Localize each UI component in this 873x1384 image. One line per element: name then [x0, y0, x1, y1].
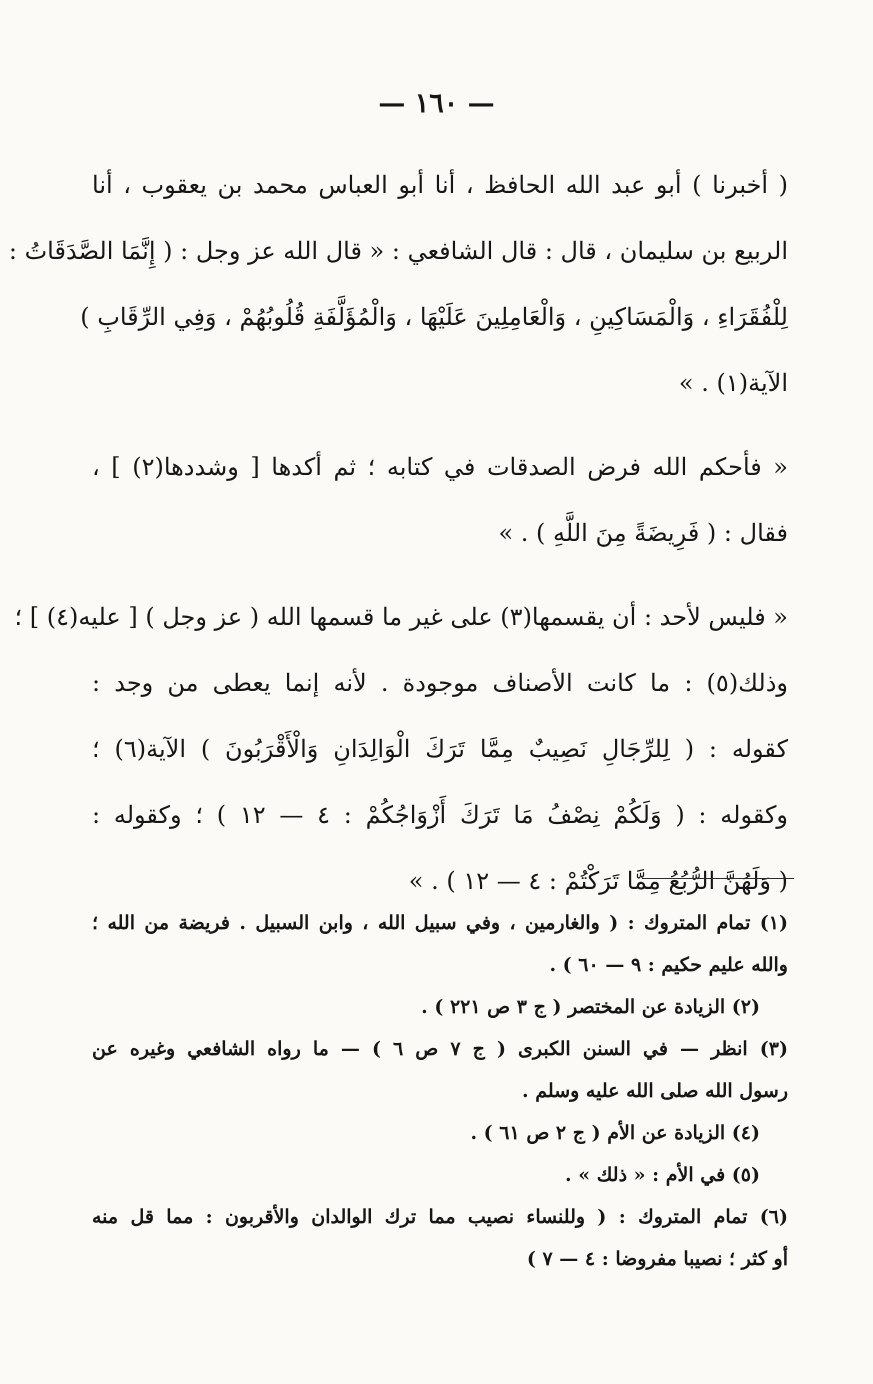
text-line: لِلْفُقَرَاءِ ، وَالْمَسَاكِينِ ، وَالْعَامِلِينَ عَلَيْهَا ، وَالْمُؤَلَّفَةِ قُلُوبُهُمْ ، وَفِي الرِّقَابِ ) [80, 303, 788, 331]
footnote-4 [92, 1112, 788, 1154]
paragraph-1 [8, 152, 788, 416]
text-line: وذلك(٥) : ما كانت الأصناف موجودة . لأنه إنما يعطى من وجد : [92, 669, 788, 697]
text-line: وكقوله : ( وَلَكُمْ نِصْفُ مَا تَرَكَ أَزْوَاجُكُمْ : ٤ — ١٢ ) ؛ وكقوله : [92, 801, 789, 829]
footnote-line: (٤) الزيادة عن الأم ( ج ٢ ص ٦١ ) . [470, 1122, 760, 1144]
paragraph-3 [14, 584, 789, 914]
text-line: الربيع بن سليمان ، قال : قال الشافعي : « قال الله عز وجل : ( إِنَّمَا الصَّدَقَاتُ : [8, 237, 788, 265]
main-text [8, 152, 789, 914]
footnote-line: رسول الله صلى الله عليه وسلم . [522, 1080, 788, 1102]
footnote-line: (٦) تمام المتروك : ( وللنساء نصيب مما ترك الوالدان والأقربون : مما قل منه [92, 1206, 788, 1228]
paragraph-gap [92, 416, 788, 434]
footnote-divider [642, 878, 794, 879]
footnote-2 [92, 986, 788, 1028]
footnote-line: (٢) الزيادة عن المختصر ( ج ٣ ص ٢٢١ ) . [421, 996, 760, 1018]
paragraph-gap [92, 566, 788, 584]
footnote-1 [92, 902, 788, 986]
page-number: — ١٦٠ — [378, 88, 495, 119]
footnote-line: (٥) في الأم : « ذلك » . [565, 1164, 760, 1186]
footnotes [92, 902, 788, 1280]
footnote-6 [92, 1196, 788, 1280]
text-line: ( أخبرنا ) أبو عبد الله الحافظ ، أنا أبو العباس محمد بن يعقوب ، أنا [92, 171, 788, 199]
text-line: الآية(١) . » [678, 369, 788, 397]
footnote-3 [92, 1028, 788, 1112]
footnote-line: (٣) انظر — في السنن الكبرى ( ج ٧ ص ٦ ) — ما رواه الشافعي وغيره عن [92, 1038, 788, 1060]
footnote-line: أو كثر ؛ نصيبا مفروضا : ٤ — ٧ ) [526, 1248, 788, 1270]
text-line: « فليس لأحد : أن يقسمها(٣) على غير ما قسمها الله ( عز وجل ) [ عليه(٤) ] ؛ [14, 603, 788, 631]
footnote-line: (١) تمام المتروك : ( والغارمين ، وفي سبيل الله ، وابن السبيل . فريضة من الله ؛ [92, 912, 788, 934]
text-line: ( وَلَهُنَّ الرُّبُعُ مِمَّا تَرَكْتُمْ : ٤ — ١٢ ) . » [408, 867, 788, 895]
text-line: كقوله : ( لِلرِّجَالِ نَصِيبٌ مِمَّا تَرَكَ الْوَالِدَانِ وَالْأَقْرَبُونَ ) الآية(٦) ؛ [92, 735, 788, 763]
footnote-5 [92, 1154, 788, 1196]
paragraph-2 [92, 434, 788, 566]
text-line: فقال : ( فَرِيضَةً مِنَ اللَّهِ ) . » [498, 519, 788, 547]
footnote-line: والله عليم حكيم : ٩ — ٦٠ ) . [549, 954, 788, 976]
text-line: « فأحكم الله فرض الصدقات في كتابه ؛ ثم أكدها [ وشددها(٢) ] ، [92, 453, 788, 481]
